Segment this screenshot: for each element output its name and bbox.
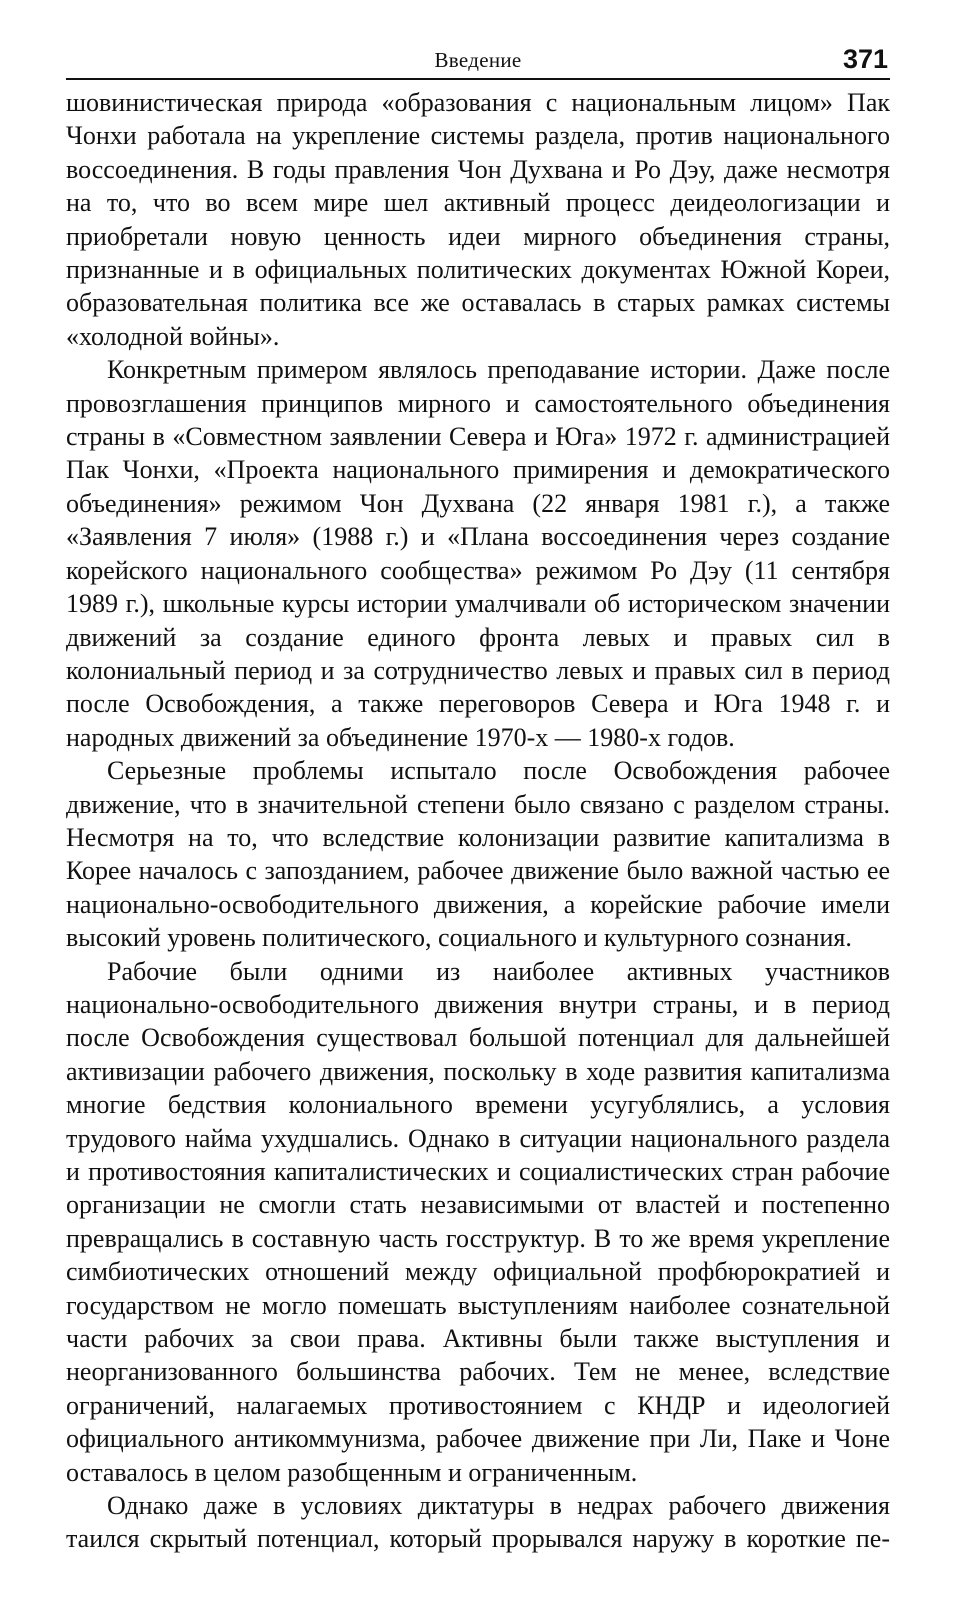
paragraph: Однако даже в условиях диктатуры в недрах рабочего движения таился скрытый потенциал, который прорывался наружу в короткие пе- (66, 1491, 890, 1554)
running-header (66, 44, 890, 80)
paragraph: шовинистическая природа «образования с национальным лицом» Пак Чонхи работала на укрепление системы раздела, против национального воссоединения. В годы правления Чон Духвана и Ро Дэу, даже несмотря на то, что во всем мире шел активный процесс деидеологизации и приобретали новую ценность идеи мирного объединения страны, признанные и в официальных политических документах Южной Кореи, образовательная политика все же оставалась в старых рамках системы «холодной войны». (66, 88, 890, 351)
book-page (66, 44, 890, 1556)
paragraph: Конкретным примером являлось преподавание истории. Даже после провозглашения принципов мирного и самостоятельного объединения страны в «Совместном заявлении Севера и Юга» 1972 г. администрацией Пак Чонхи, «Проекта национального примирения и демократического объединения» режимом Чон Духвана (22 января 1981 г.), а также «Заявления 7 июля» (1988 г.) и «Плана воссоединения через создание корейского национального сообщества» режимом Ро Дэу (11 сентября 1989 г.), школьные курсы истории умалчивали об историческом значении движений за создание единого фронта левых и правых сил в колониальный период и за сотрудничество левых и правых сил в период после Освобождения, а также переговоров Севера и Юга 1948 г. и народных движений за объединение 1970-х — 1980-х годов. (66, 355, 890, 752)
running-title: Введение (434, 48, 522, 72)
page-number: 371 (842, 44, 888, 74)
body-text (66, 86, 890, 1556)
paragraph: Серьезные проблемы испытало после Освобождения рабочее движение, что в значительной степени было связано с разделом страны. Несмотря на то, что вследствие колонизации развитие капитализма в Корее началось с запозданием, рабочее движение было важной частью ее национально-освободительного движения, а корейские рабочие имели высокий уровень политического, социального и культурного сознания. (66, 756, 890, 953)
paragraph: Рабочие были одними из наиболее активных участников национально-освободительного движения внутри страны, и в период после Освобождения существовал большой потенциал для дальнейшей активизации рабочего движения, поскольку в ходе развития капитализма многие бедствия колониального времени усугублялись, а условия трудового найма ухудшались. Однако в ситуации национального раздела и противостояния капиталистических и социалистических стран рабочие организации не смогли стать независимыми от властей и постепенно превращались в составную часть госструктур. В то же время укрепление симбиотических отношений между официальной профбюрократией и государством не могло помешать выступлениям наиболее сознательной части рабочих за свои права. Активны были также выступления и неорганизованного большинства рабочих. Тем не менее, вследствие ограничений, налагаемых противостоянием с КНДР и идеологией официального антикоммунизма, рабочее движение при Ли, Паке и Чоне оставалось в целом разобщенным и ограниченным. (66, 956, 890, 1487)
